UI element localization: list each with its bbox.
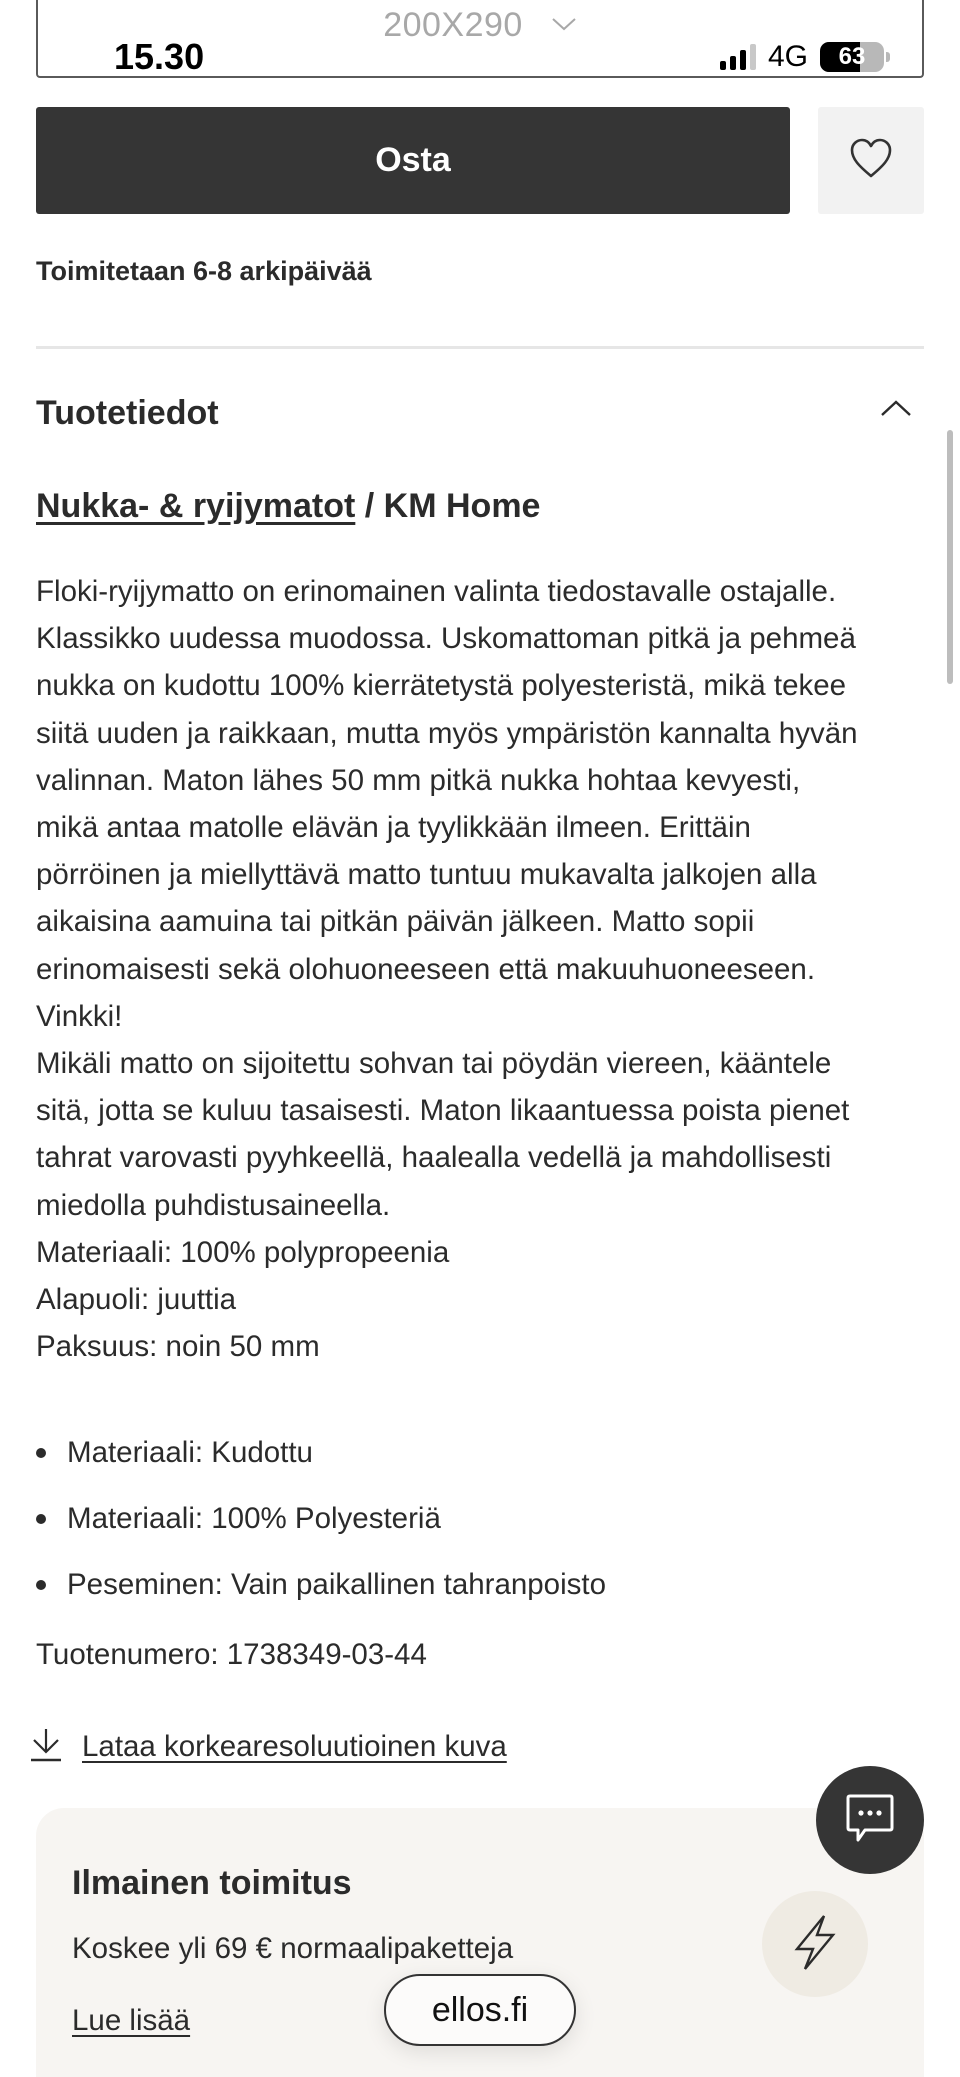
favorite-button[interactable]: [818, 107, 924, 214]
list-item: [36, 1486, 606, 1552]
network-type: 4G: [767, 40, 808, 73]
description-line: Paksuus: noin 50 mm: [36, 1330, 320, 1364]
status-time: 15.30: [114, 36, 205, 77]
shipping-subtitle: Koskee yli 69 € normaalipaketteja: [72, 1932, 514, 1965]
read-more-link[interactable]: Lue lisää: [72, 2004, 191, 2037]
signal-icon: [720, 44, 756, 70]
battery-tip: [886, 52, 890, 62]
description-line: tahrat varovasti pyyhkeellä, haalealla vedellä ja mahdollisesti: [36, 1141, 832, 1175]
lightning-bolt-icon: [791, 1913, 839, 1976]
description-line: pörröinen ja miellyttävä matto tuntuu mukavalta jalkojen alla: [36, 858, 817, 892]
list-item: [36, 1420, 606, 1486]
chevron-up-icon[interactable]: [880, 398, 912, 423]
chevron-down-icon: [551, 2, 577, 41]
breadcrumb-category-link[interactable]: Nukka- & ryijymatot: [36, 487, 356, 525]
description-line: Floki-ryijymatto on erinomainen valinta tiedostavalle ostajalle.: [36, 575, 837, 608]
description-line: valinnan. Maton lähes 50 mm pitkä nukka hohtaa kevyesti,: [36, 763, 801, 797]
breadcrumb-separator: /: [355, 487, 384, 525]
download-icon: [28, 1726, 64, 1767]
description-line: Alapuoli: juuttia: [36, 1283, 237, 1317]
description-line: sitä, jotta se kuluu tasaisesti. Maton likaantuessa poista pienet: [36, 1094, 850, 1128]
description-line: miedolla puhdistusaineella.: [36, 1188, 391, 1222]
bullet-icon: [36, 1580, 46, 1590]
product-description: [36, 568, 936, 1370]
breadcrumb-brand: KM Home: [383, 487, 541, 525]
description-line: erinomaisesti sekä olohuoneeseen että makuuhuoneeseen.: [36, 952, 816, 986]
description-line: nukka on kudottu 100% kierrätetystä polyesteristä, mikä tekee: [36, 669, 847, 703]
chat-bubble-icon: [845, 1792, 895, 1849]
delivery-note: Toimitetaan 6-8 arkipäivää: [36, 256, 372, 286]
status-indicators: [720, 40, 890, 74]
description-line: Mikäli matto on sijoitettu sohvan tai pöydän viereen, kääntele: [36, 1047, 832, 1081]
buy-button[interactable]: Osta: [36, 107, 790, 214]
product-number: Tuotenumero: 1738349-03-44: [36, 1638, 427, 1671]
description-line: Klassikko uudessa muodossa. Uskomattoman pitkä ja pehmeä: [36, 622, 856, 656]
breadcrumb: [36, 487, 540, 526]
description-line: mikä antaa matolle elävän ja tyylikkään ilmeen. Erittäin: [36, 811, 751, 845]
feature-text: Materiaali: Kudottu: [67, 1436, 313, 1469]
bullet-icon: [36, 1514, 46, 1524]
heart-icon: [849, 137, 893, 184]
product-features-list: [36, 1420, 606, 1618]
accordion-title-product-info[interactable]: Tuotetiedot: [36, 394, 219, 432]
scrollbar[interactable]: [947, 430, 953, 684]
browser-url-pill[interactable]: ellos.fi: [384, 1974, 576, 2046]
divider: [36, 346, 924, 349]
description-line: siitä uuden ja raikkaan, mutta myös ympäristön kannalta hyvän: [36, 716, 858, 750]
list-item: [36, 1552, 606, 1618]
battery-icon: [820, 42, 884, 72]
description-line: aikaisina aamuina tai pitkän päivän jälkeen. Matto sopii: [36, 905, 755, 939]
bullet-icon: [36, 1448, 46, 1458]
size-value-text: 200X290: [383, 6, 523, 44]
description-line: Materiaali: 100% polypropeenia: [36, 1235, 450, 1269]
chat-button[interactable]: [816, 1766, 924, 1874]
description-line: Vinkki!: [36, 999, 123, 1033]
feature-text: Peseminen: Vain paikallinen tahranpoisto: [67, 1568, 606, 1601]
download-link-label[interactable]: Lataa korkearesoluutioinen kuva: [82, 1729, 507, 1763]
feature-text: Materiaali: 100% Polyesteriä: [67, 1502, 441, 1535]
shipping-title: Ilmainen toimitus: [72, 1864, 352, 1902]
battery-level: 63: [838, 43, 866, 70]
bolt-badge: [762, 1891, 868, 1997]
download-image-link[interactable]: [28, 1726, 507, 1767]
